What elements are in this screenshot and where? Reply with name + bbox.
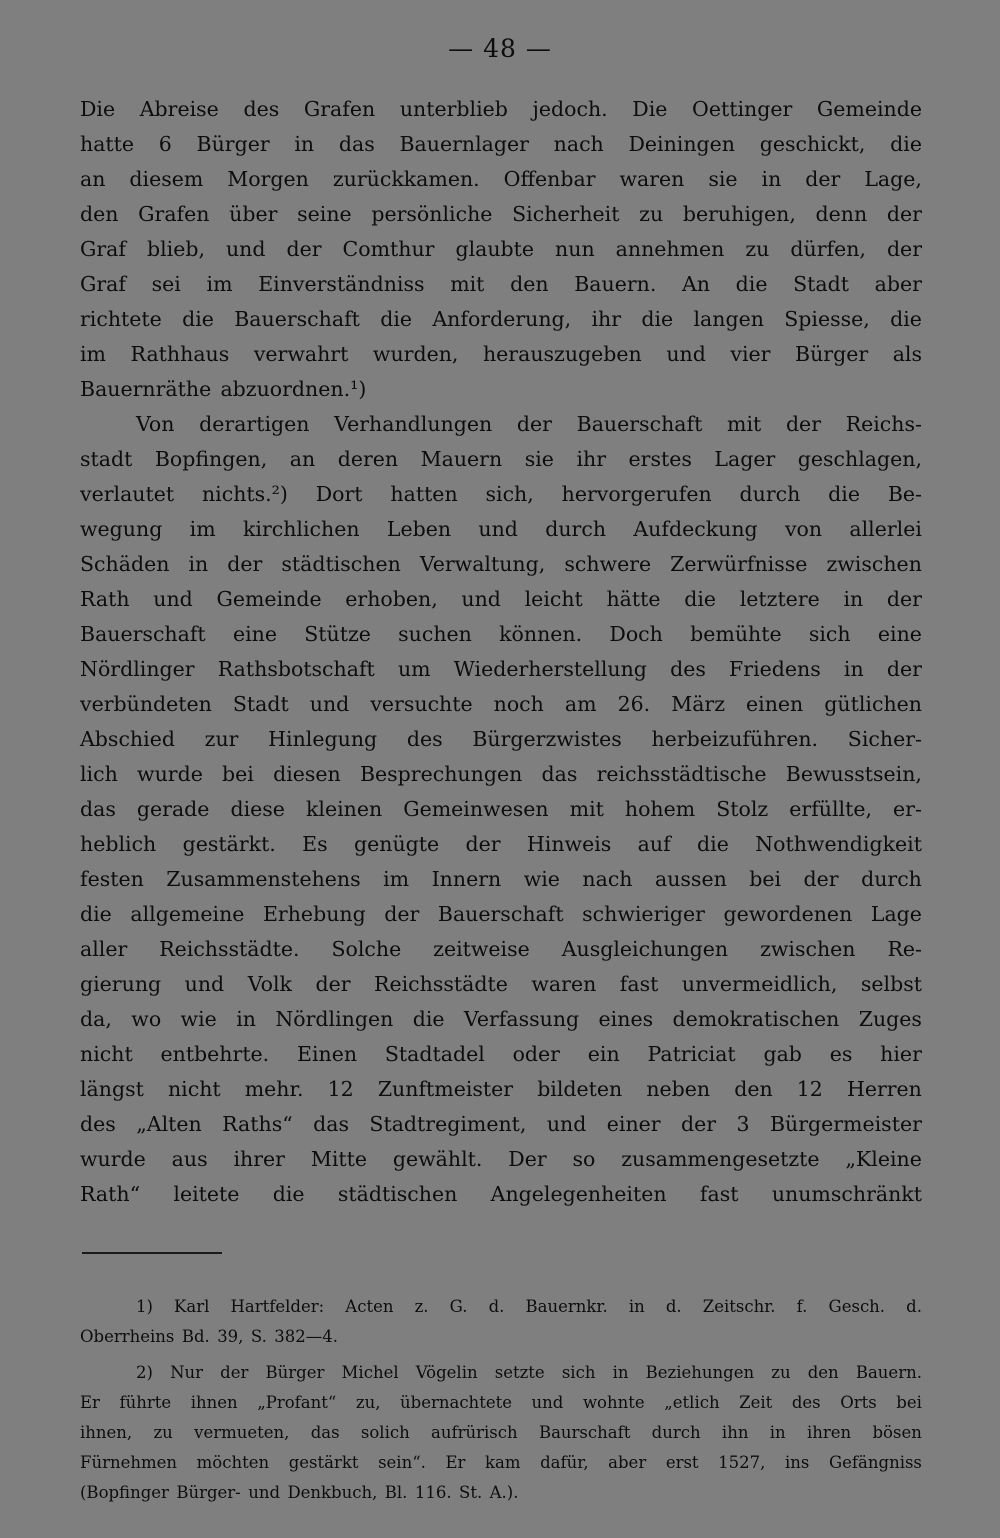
text-line: gierung und Volk der Reichsstädte waren fast unvermeidlich, selbst [80,972,922,996]
text-line: wurde aus ihrer Mitte gewählt. Der so zusammengesetzte „Kleine [80,1147,922,1171]
text-line: heblich gestärkt. Es genügte der Hinweis auf die Nothwendigkeit [80,832,922,856]
text-line: Bauernräthe abzuordnen.¹) [80,377,367,401]
footnote-line: Oberrheins Bd. 39, S. 382—4. [80,1327,338,1346]
text-line: Rath und Gemeinde erhoben, und leicht hätte die letztere in der [80,587,922,611]
text-line: Abschied zur Hinlegung des Bürgerzwistes herbeizuführen. Sicher- [80,727,922,751]
footnote-divider [82,1252,222,1254]
text-line: des „Alten Raths“ das Stadtregiment, und einer der 3 Bürgermeister [80,1112,922,1136]
text-line: verlautet nichts.²) Dort hatten sich, hervorgerufen durch die Be- [80,482,922,506]
footnote-line: ihnen, zu vermueten, das solich aufrürisch Baurschaft durch ihn in ihren bösen [80,1423,922,1442]
text-line: die allgemeine Erhebung der Bauerschaft schwieriger gewordenen Lage [80,902,922,926]
text-line: lich wurde bei diesen Besprechungen das reichsstädtische Bewusstsein, [80,762,922,786]
text-line: hatte 6 Bürger in das Bauernlager nach Deiningen geschickt, die [80,132,922,156]
text-line: Von derartigen Verhandlungen der Bauerschaft mit der Reichs- [136,412,922,436]
text-line: aller Reichsstädte. Solche zeitweise Ausgleichungen zwischen Re- [80,937,922,961]
text-line: das gerade diese kleinen Gemeinwesen mit hohem Stolz erfüllte, er- [80,797,922,821]
text-line: verbündeten Stadt und versuchte noch am 26. März einen gütlichen [80,692,922,716]
text-line: richtete die Bauerschaft die Anforderung, ihr die langen Spiesse, die [80,307,922,331]
footnote-line: 2) Nur der Bürger Michel Vögelin setzte sich in Beziehungen zu den Bauern. [136,1363,922,1382]
footnote-line: (Bopfinger Bürger- und Denkbuch, Bl. 116. St. A.). [80,1483,519,1502]
text-line: Bauerschaft eine Stütze suchen können. Doch bemühte sich eine [80,622,922,646]
text-line: an diesem Morgen zurückkamen. Offenbar waren sie in der Lage, [80,167,922,191]
text-line: Graf blieb, und der Comthur glaubte nun annehmen zu dürfen, der [80,237,922,261]
text-line: Nördlinger Rathsbotschaft um Wiederherstellung des Friedens in der [80,657,922,681]
footnotes [80,1292,922,1508]
text-line: Graf sei im Einverständniss mit den Bauern. An die Stadt aber [80,272,922,296]
body-text [80,92,922,1212]
footnote-line: Er führte ihnen „Profant“ zu, übernachtete und wohnte „etlich Zeit des Orts bei [80,1393,922,1412]
text-line: längst nicht mehr. 12 Zunftmeister bildeten neben den 12 Herren [80,1077,922,1101]
text-line: Schäden in der städtischen Verwaltung, schwere Zerwürfnisse zwischen [80,552,922,576]
text-line: den Grafen über seine persönliche Sicherheit zu beruhigen, denn der [80,202,922,226]
text-line: im Rathhaus verwahrt wurden, herauszugeben und vier Bürger als [80,342,922,366]
text-line: wegung im kirchlichen Leben und durch Aufdeckung von allerlei [80,517,922,541]
footnote-line: 1) Karl Hartfelder: Acten z. G. d. Bauernkr. in d. Zeitschr. f. Gesch. d. [136,1297,922,1316]
page-number: — 48 — [448,34,552,63]
footnote-line: Fürnehmen möchten gestärkt sein“. Er kam dafür, aber erst 1527, ins Gefängniss [80,1453,922,1472]
text-line: stadt Bopfingen, an deren Mauern sie ihr erstes Lager geschlagen, [80,447,922,471]
text-line: festen Zusammenstehens im Innern wie nach aussen bei der durch [80,867,922,891]
text-line: nicht entbehrte. Einen Stadtadel oder ein Patriciat gab es hier [80,1042,922,1066]
text-line: Die Abreise des Grafen unterblieb jedoch. Die Oettinger Gemeinde [80,97,922,121]
text-line: da, wo wie in Nördlingen die Verfassung eines demokratischen Zuges [80,1007,922,1031]
text-line: Rath“ leitete die städtischen Angelegenheiten fast unumschränkt [80,1182,922,1206]
